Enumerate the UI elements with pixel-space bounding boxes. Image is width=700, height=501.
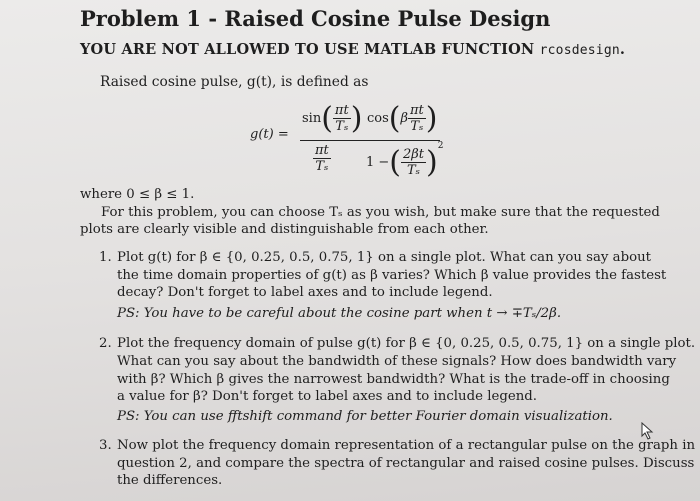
item-line: Plot g(t) for β ∈ {0, 0.25, 0.5, 0.75, 1} on a single plot. What can you say about (117, 250, 652, 265)
item-number: 2. (99, 336, 112, 351)
restriction-note (80, 41, 625, 58)
item-line: What can you say about the bandwidth of these signals? How does bandwidth vary (117, 354, 677, 369)
num: πt (315, 143, 329, 158)
sin-label: sin (302, 111, 322, 126)
item-line: the time domain properties of g(t) as β varies? Which β value provides the fastest (117, 268, 667, 283)
cos-label: cos (367, 111, 389, 126)
item-line: a value for β? Don't forget to label axes and to include legend. (117, 389, 538, 404)
function-name: rcosdesign (539, 43, 620, 58)
denominator-pit (313, 143, 331, 174)
item-line: the differences. (117, 473, 223, 488)
item-line: with β? Which β gives the narrowest bandwidth? What is the trade-off in choosing (117, 372, 670, 387)
restriction-end: . (619, 41, 626, 58)
para-line: For this problem, you can choose Tₛ as you wish, but make sure that the requested (101, 205, 660, 220)
restriction-text: YOU ARE NOT ALLOWED TO USE MATLAB FUNCTION (80, 41, 540, 58)
beta: β (400, 111, 409, 126)
exponent: 2 (437, 141, 444, 151)
item-ps: PS: You have to be careful about the cosine part when t → ∓Tₛ/2β. (117, 306, 562, 321)
item-ps: PS: You can use fftshift command for better Fourier domain visualization. (117, 409, 613, 424)
item-number: 1. (99, 250, 112, 265)
lhs: g(t) = (250, 127, 289, 142)
sin-term: sin( $\frac{\pi t}{\text{Tₛ}}$ ) (302, 101, 363, 136)
para-line: plots are clearly visible and distinguishable from each other. (80, 222, 489, 237)
item-line: question 2, and compare the spectra of rectangular and raised cosine pulses. Discuss (117, 456, 695, 471)
item-line: decay? Don't forget to label axes and to include legend. (117, 285, 493, 300)
num: 2βt (403, 147, 425, 162)
item-line: Plot the frequency domain of pulse g(t) for β ∈ {0, 0.25, 0.5, 0.75, 1} on a single plot. (117, 336, 696, 351)
den: Tₛ (410, 119, 424, 134)
item-number: 3. (99, 438, 112, 453)
formula-lhs (250, 127, 289, 142)
den: Tₛ (315, 159, 329, 174)
item-line: Now plot the frequency domain representation of a rectangular pulse on the graph in (117, 438, 696, 453)
where-text: where 0 ≤ β ≤ 1. (80, 187, 195, 202)
problem-title: Problem 1 - Raised Cosine Pulse Design (80, 6, 551, 31)
cos-term: cos(β $\frac{\pi t}{\text{Tₛ}}$ ) (367, 101, 438, 136)
den: Tₛ (335, 119, 349, 134)
num: πt (410, 103, 424, 118)
den: Tₛ (406, 163, 421, 178)
intro-text: Raised cosine pulse, g(t), is defined as (100, 74, 369, 90)
one-minus: 1 − (366, 155, 390, 170)
num: πt (334, 103, 349, 118)
denominator-cos: 1 −( $\frac{2\beta t}{\text{Tₛ}}$ )$^2$ (366, 141, 444, 180)
mouse-pointer-icon (640, 422, 656, 444)
